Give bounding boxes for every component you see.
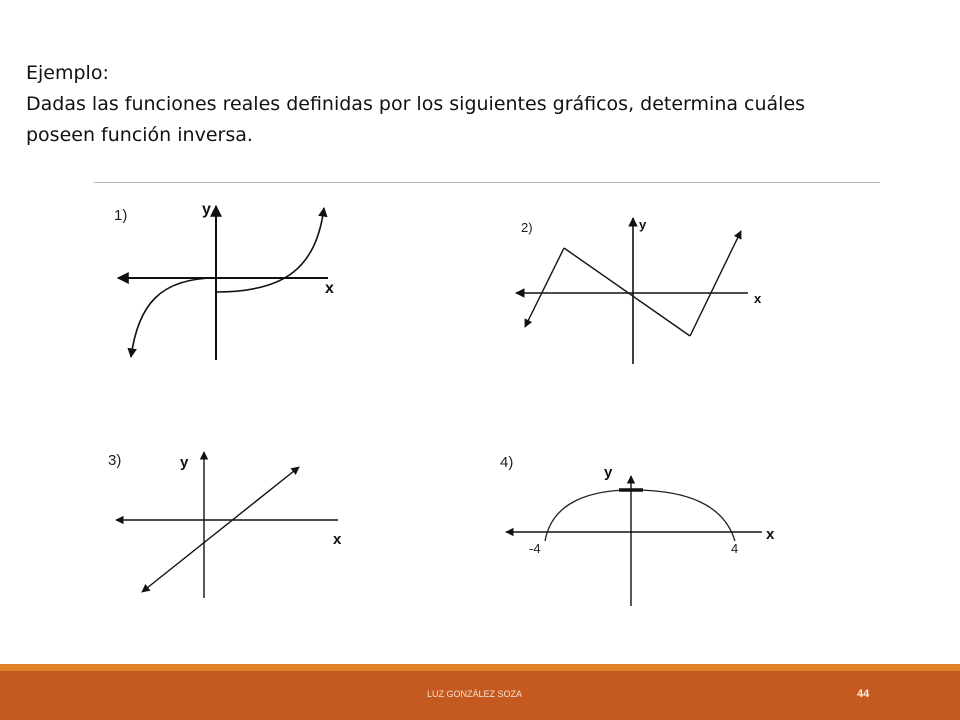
graph-3 — [108, 452, 342, 598]
graph-3-label: 3) — [108, 452, 122, 469]
instruction-line-2: poseen función inversa. — [26, 124, 253, 146]
graph-2-middle-segment — [564, 248, 690, 336]
graph-2-left-segment — [525, 248, 564, 327]
footer-accent-stripe — [0, 664, 960, 671]
graph-2-x-label: x — [754, 291, 762, 306]
graph-2-right-segment — [690, 231, 741, 336]
graph-3-x-label: x — [333, 531, 342, 548]
graph-1-curve-right — [216, 208, 324, 292]
graph-1-x-label: x — [325, 280, 334, 297]
page-number: 44 — [857, 688, 870, 700]
graph-4-right-tick: 4 — [731, 541, 739, 556]
graph-2 — [516, 217, 762, 364]
example-label: Ejemplo: — [26, 62, 109, 84]
graph-3-line — [142, 467, 299, 592]
graph-4-label: 4) — [500, 454, 514, 471]
graph-1 — [114, 201, 334, 360]
graph-4 — [500, 454, 775, 606]
graph-4-x-label: x — [766, 526, 775, 543]
graph-2-y-label: y — [639, 217, 647, 232]
graph-4-left-tick: -4 — [529, 541, 541, 556]
graph-1-curve-left — [131, 278, 216, 357]
footer-author: LUZ GONZÁLEZ SOZA — [427, 689, 523, 699]
instruction-line-1: Dadas las funciones reales definidas por los siguientes gráficos, determina cuáles — [26, 93, 806, 115]
graph-4-arc — [545, 490, 735, 541]
graph-1-label: 1) — [114, 207, 128, 224]
graph-4-y-label: y — [604, 464, 613, 481]
graph-1-y-label: y — [202, 201, 211, 218]
graph-3-y-label: y — [180, 454, 189, 471]
graph-2-label: 2) — [521, 220, 533, 235]
